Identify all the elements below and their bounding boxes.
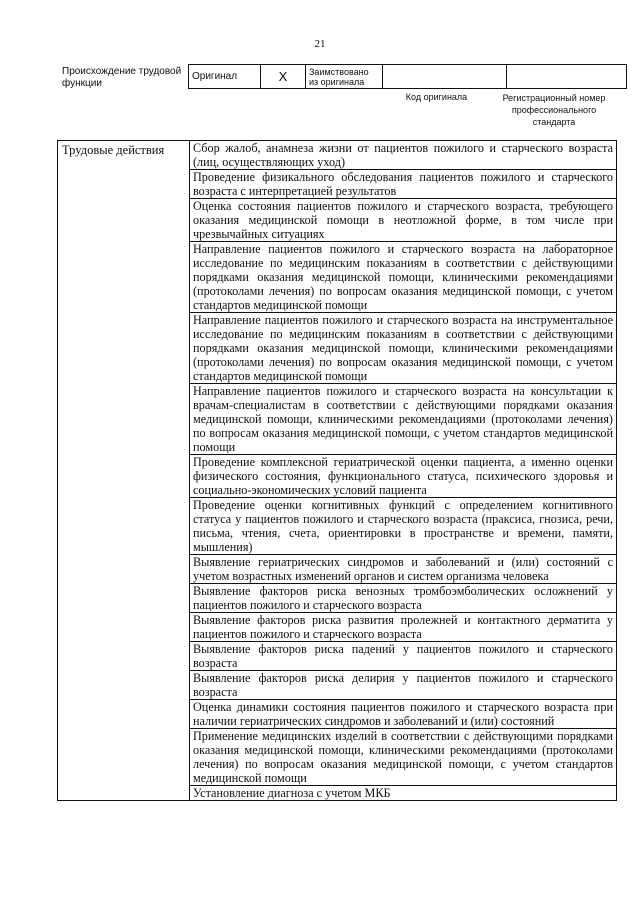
borrowed-cell: Заимствовано из оригинала (306, 65, 383, 89)
labor-action-item: Проведение оценки когнитивных функций с определением когнитивного статуса у пациентов пожилого и старческого возраста (праксиса, гнозиса, речи, письма, чтения, счета, ориентировки в пространстве и времени, памяти, мышления) (190, 498, 616, 555)
registration-number-cell (507, 65, 627, 89)
labor-actions-list (190, 141, 617, 801)
origin-table (188, 64, 627, 89)
labor-action-item: Выявление факторов риска развития пролежней и контактного дерматита у пациентов пожилого и старческого возраста (190, 613, 616, 642)
labor-action-item: Проведение физикального обследования пациентов пожилого и старческого возраста с интерпретацией результатов (190, 170, 616, 199)
page-number: 21 (314, 38, 326, 50)
labor-action-item: Направление пациентов пожилого и старческого возраста на консультации к врачам-специалистам в соответствии с действующими порядками оказания медицинской помощи, клиническими рекомендациями (протоколами лечения) по вопросам оказания медицинской помощи, с учетом стандартов медицинской помощи (190, 384, 616, 455)
labor-action-item: Установление диагноза с учетом МКБ (193, 786, 391, 800)
labor-action-item: Оценка состояния пациентов пожилого и старческого возраста, требующего оказания медицинской помощи в неотложной форме, в том числе при чрезвычайных ситуациях (190, 199, 616, 242)
labor-actions-table (57, 140, 617, 801)
labor-action-item: Сбор жалоб, анамнеза жизни от пациентов пожилого и старческого возраста (лиц, осуществляющих уход) (190, 141, 616, 170)
registration-number-caption: Регистрационный номер профессионального стандарта (502, 93, 606, 127)
original-code-cell (383, 65, 507, 89)
original-mark: X (261, 65, 306, 89)
labor-action-item: Выявление факторов риска делирия у пациентов пожилого и старческого возраста (190, 671, 616, 700)
origin-label: Происхождение трудовой функции (62, 66, 182, 89)
labor-actions-heading: Трудовые действия (58, 141, 190, 801)
labor-action-item: Выявление факторов риска падений у пациентов пожилого и старческого возраста (190, 642, 616, 671)
labor-action-item: Выявление гериатрических синдромов и заболеваний и (или) состояний с учетом возрастных изменений органов и систем организма человека (190, 555, 616, 584)
labor-action-item: Проведение комплексной гериатрической оценки пациента, а именно оценки физического состояния, функционального статуса, психического здоровья и социально-экономических условий пациента (190, 455, 616, 498)
original-code-caption: Код оригинала (405, 92, 468, 102)
labor-action-item: Направление пациентов пожилого и старческого возраста на лабораторное исследование по медицинским показаниям в соответствии с действующими порядками оказания медицинской помощи, клиническими рекомендациями (протоколами лечения) по вопросам оказания медицинской помощи, с учетом стандартов медицинской помощи (190, 242, 616, 313)
labor-action-item: Применение медицинских изделий в соответствии с действующими порядками оказания медицинской помощи, клиническими рекомендациями (протоколами лечения) по вопросам оказания медицинской помощи, с учетом стандартов медицинской помощи (190, 729, 616, 786)
labor-action-item: Выявление факторов риска венозных тромбоэмболических осложнений у пациентов пожилого и старческого возраста (190, 584, 616, 613)
labor-action-item: Направление пациентов пожилого и старческого возраста на инструментальное исследование по медицинским показаниям в соответствии с действующими порядками оказания медицинской помощи, клиническими рекомендациями (протоколами лечения) по вопросам оказания медицинской помощи, с учетом стандартов медицинской помощи (190, 313, 616, 384)
labor-action-item: Оценка динамики состояния пациентов пожилого и старческого возраста при наличии гериатрических синдромов и заболеваний и (или) состояний (190, 700, 616, 729)
original-cell: Оригинал (189, 65, 261, 89)
